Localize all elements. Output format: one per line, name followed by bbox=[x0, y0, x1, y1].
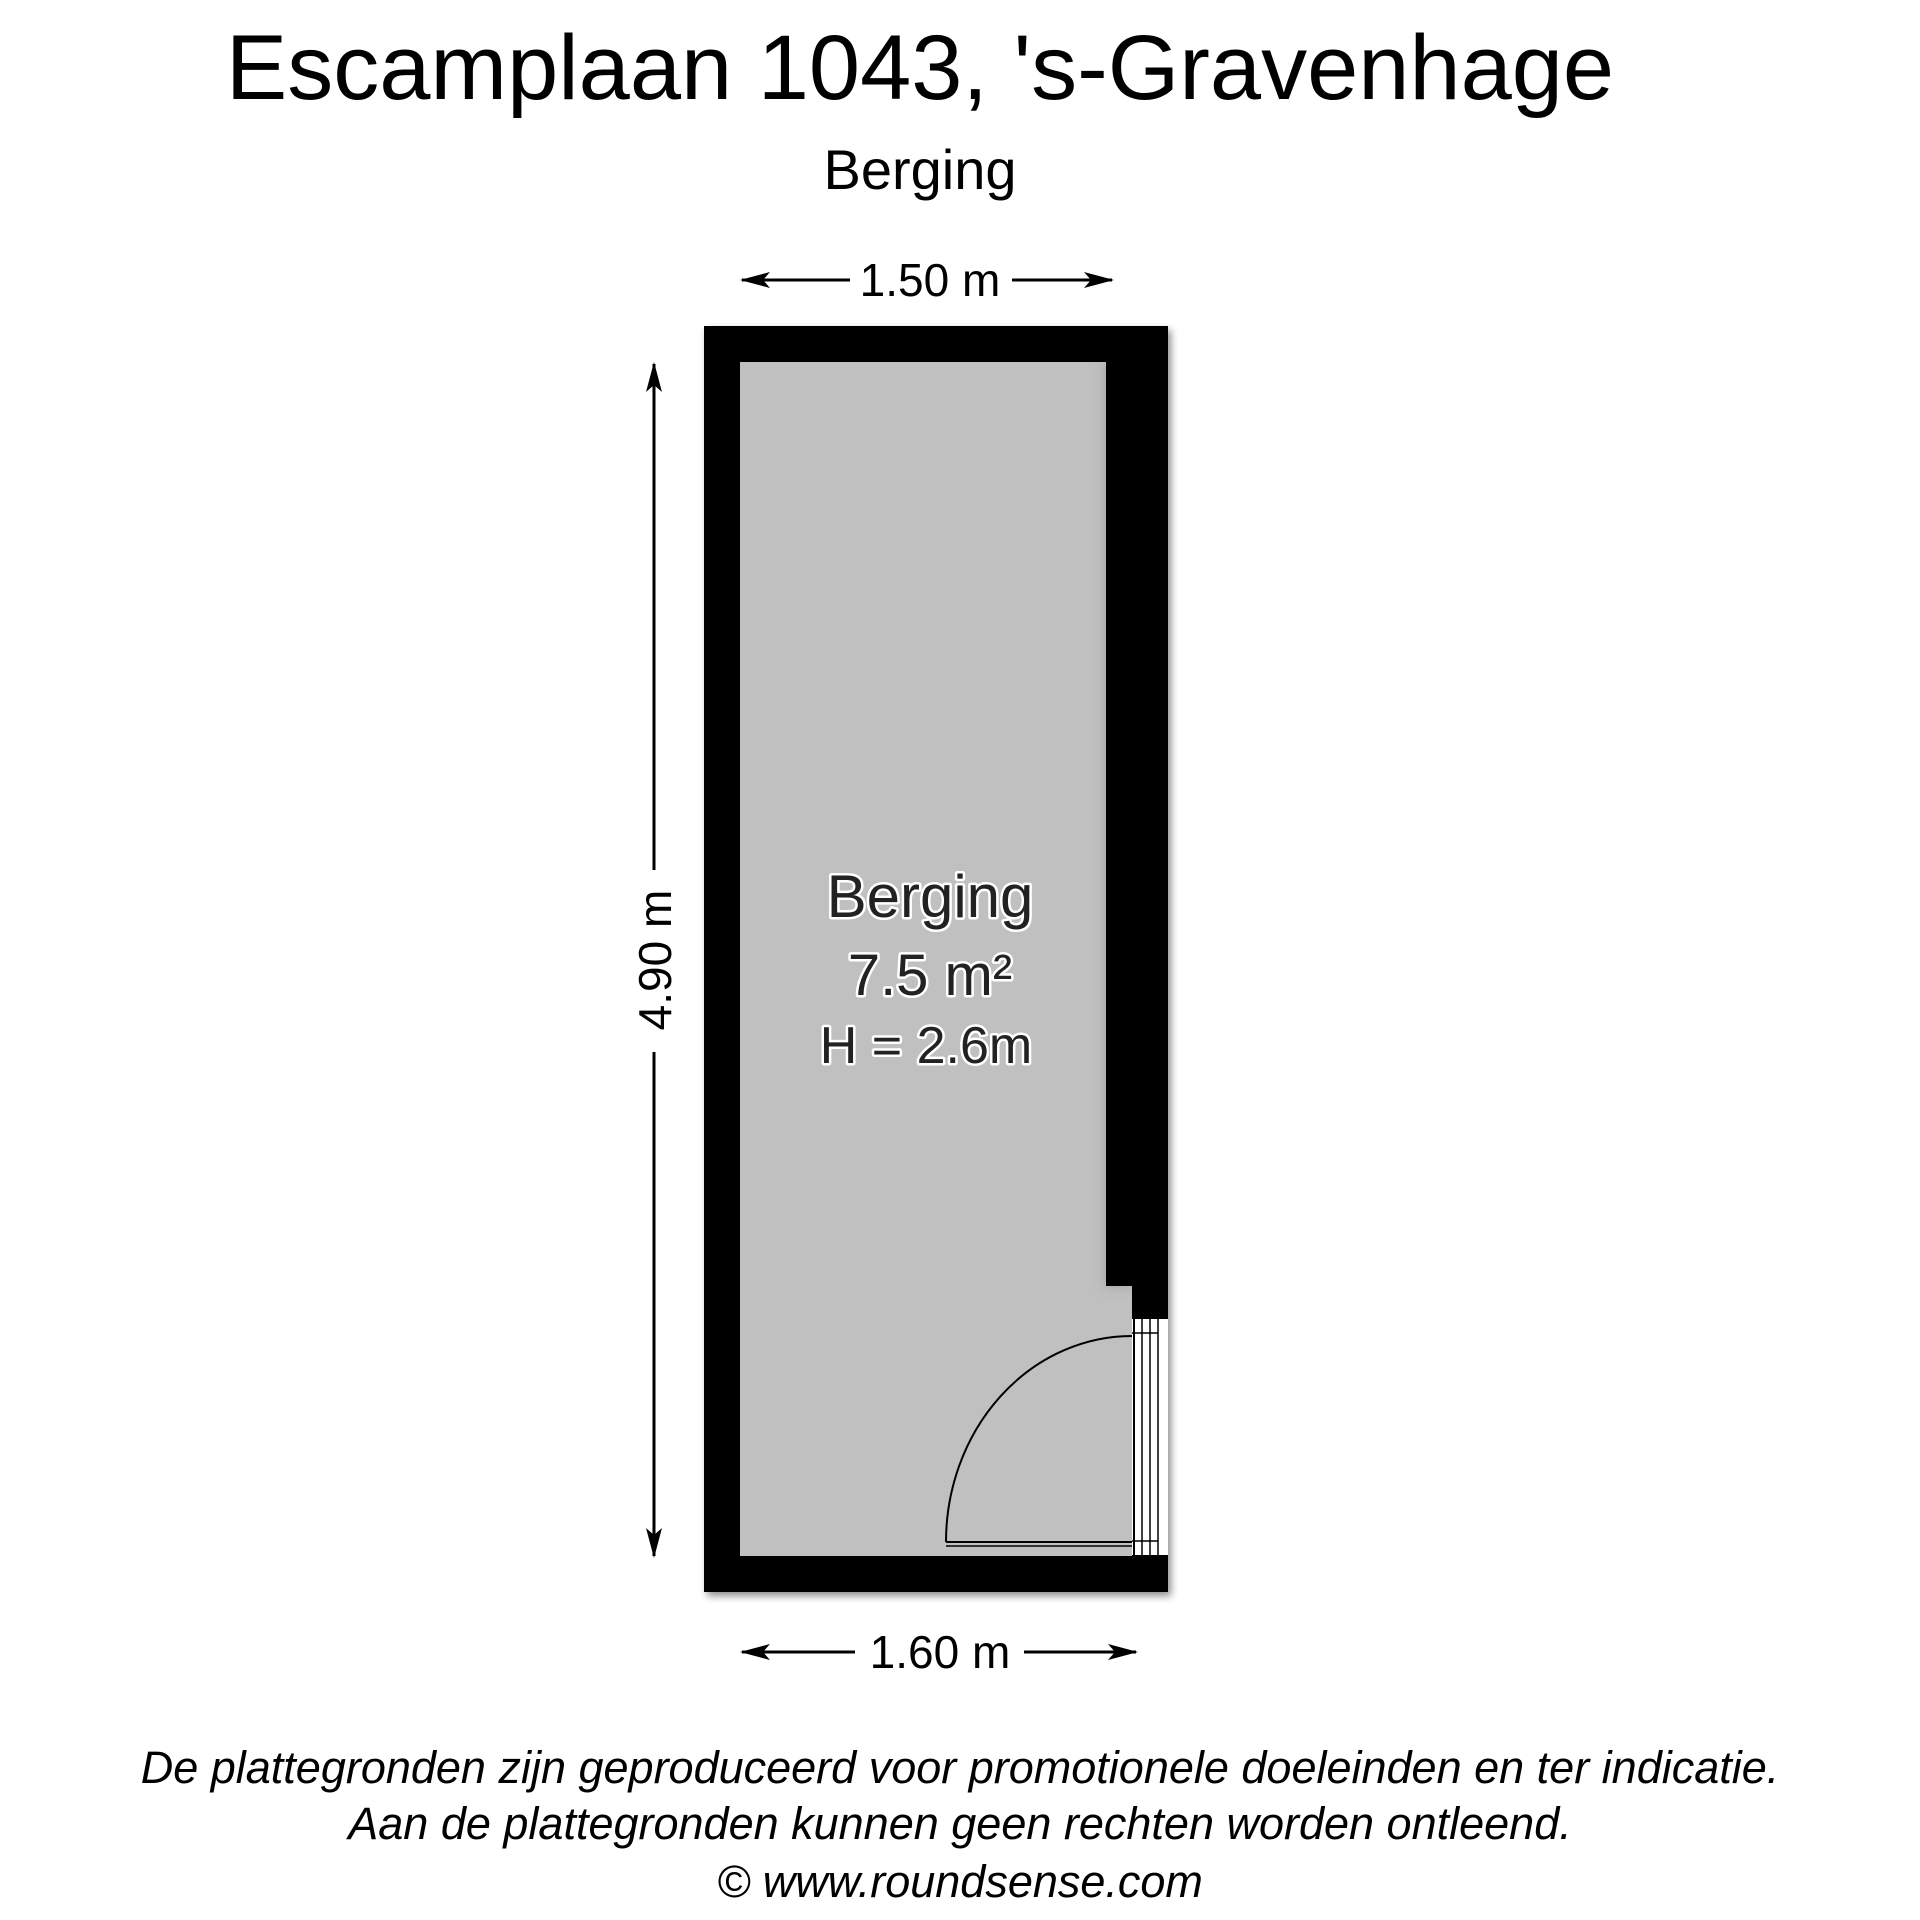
dimension-left bbox=[629, 364, 681, 1556]
door-opening bbox=[1132, 1318, 1168, 1556]
dimension-bottom bbox=[742, 1626, 1136, 1678]
room-area: 7.5 m² bbox=[847, 943, 1013, 1008]
copyright-link[interactable]: © www.roundsense.com bbox=[717, 1856, 1203, 1907]
room-ceiling-height: H = 2.6m bbox=[819, 1017, 1033, 1075]
room-name: Berging bbox=[826, 863, 1034, 930]
disclaimer-line-2: Aan de plattegronden kunnen geen rechten worden ontleend. bbox=[348, 1798, 1572, 1849]
page-title: Escamplaan 1043, 's-Gravenhage bbox=[225, 17, 1615, 119]
room-label bbox=[820, 863, 1034, 1075]
dimension-bottom-label: 1.60 m bbox=[869, 1626, 1011, 1678]
dimension-top bbox=[742, 254, 1112, 306]
disclaimer-line-1: De plattegronden zijn geproduceerd voor promotionele doeleinden en ter indicatie. bbox=[140, 1742, 1780, 1793]
dimension-top-label: 1.50 m bbox=[859, 254, 1001, 306]
floor-subtitle: Berging bbox=[823, 138, 1017, 201]
dimension-left-label: 4.90 m bbox=[629, 889, 681, 1031]
